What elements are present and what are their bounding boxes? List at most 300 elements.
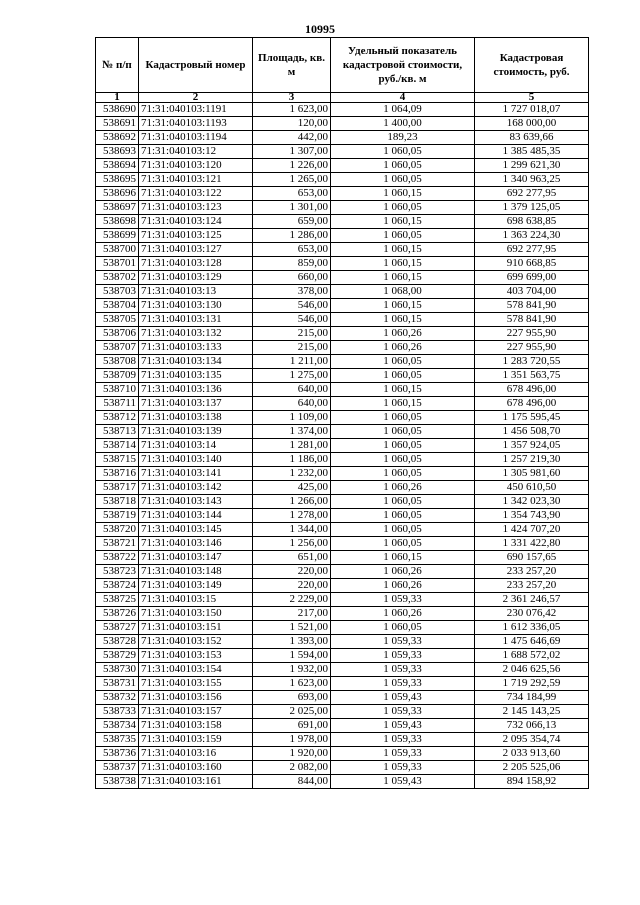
area-cell: 651,00 bbox=[253, 551, 331, 565]
cadastral-number-cell: 71:31:040103:13 bbox=[139, 285, 253, 299]
cadastral-cost-cell: 1 257 219,30 bbox=[475, 453, 589, 467]
header-cadastral-number: Кадастровый номер bbox=[139, 38, 253, 93]
table-row bbox=[96, 453, 589, 467]
area-cell: 659,00 bbox=[253, 215, 331, 229]
specific-value-cell: 1 060,05 bbox=[331, 467, 475, 481]
area-cell: 1 594,00 bbox=[253, 649, 331, 663]
specific-value-cell: 1 060,26 bbox=[331, 579, 475, 593]
cadastral-number-cell: 71:31:040103:120 bbox=[139, 159, 253, 173]
cadastral-number-cell: 71:31:040103:1191 bbox=[139, 103, 253, 117]
specific-value-cell: 1 060,26 bbox=[331, 565, 475, 579]
row-number-cell: 538738 bbox=[96, 775, 139, 789]
row-number-cell: 538699 bbox=[96, 229, 139, 243]
table-row bbox=[96, 593, 589, 607]
cadastral-cost-cell: 1 354 743,90 bbox=[475, 509, 589, 523]
column-number: 2 bbox=[139, 93, 253, 103]
area-cell: 217,00 bbox=[253, 607, 331, 621]
specific-value-cell: 1 059,33 bbox=[331, 649, 475, 663]
specific-value-cell: 1 059,33 bbox=[331, 677, 475, 691]
column-number: 1 bbox=[96, 93, 139, 103]
row-number-cell: 538708 bbox=[96, 355, 139, 369]
table-row bbox=[96, 131, 589, 145]
row-number-cell: 538693 bbox=[96, 145, 139, 159]
cadastral-cost-cell: 678 496,00 bbox=[475, 383, 589, 397]
row-number-cell: 538719 bbox=[96, 509, 139, 523]
table-row bbox=[96, 551, 589, 565]
area-cell: 1 393,00 bbox=[253, 635, 331, 649]
row-number-cell: 538705 bbox=[96, 313, 139, 327]
table-row bbox=[96, 481, 589, 495]
table-row bbox=[96, 621, 589, 635]
header-cadastral-cost: Кадастровая стоимость, руб. bbox=[475, 38, 589, 93]
table-row bbox=[96, 425, 589, 439]
specific-value-cell: 1 060,15 bbox=[331, 243, 475, 257]
table-row bbox=[96, 677, 589, 691]
table-body bbox=[96, 103, 589, 789]
row-number-cell: 538706 bbox=[96, 327, 139, 341]
area-cell: 1 920,00 bbox=[253, 747, 331, 761]
specific-value-cell: 1 059,33 bbox=[331, 663, 475, 677]
cadastral-cost-cell: 578 841,90 bbox=[475, 313, 589, 327]
cadastral-cost-cell: 227 955,90 bbox=[475, 341, 589, 355]
cadastral-cost-cell: 227 955,90 bbox=[475, 327, 589, 341]
specific-value-cell: 1 060,05 bbox=[331, 439, 475, 453]
area-cell: 220,00 bbox=[253, 565, 331, 579]
row-number-cell: 538700 bbox=[96, 243, 139, 257]
cadastral-number-cell: 71:31:040103:153 bbox=[139, 649, 253, 663]
cadastral-number-cell: 71:31:040103:125 bbox=[139, 229, 253, 243]
area-cell: 1 226,00 bbox=[253, 159, 331, 173]
row-number-cell: 538711 bbox=[96, 397, 139, 411]
cadastral-cost-cell: 2 205 525,06 bbox=[475, 761, 589, 775]
cadastral-cost-cell: 1 340 963,25 bbox=[475, 173, 589, 187]
table-row bbox=[96, 327, 589, 341]
page-number: 10995 bbox=[305, 22, 335, 36]
cadastral-number-cell: 71:31:040103:131 bbox=[139, 313, 253, 327]
specific-value-cell: 1 060,05 bbox=[331, 495, 475, 509]
cadastral-cost-cell: 678 496,00 bbox=[475, 397, 589, 411]
cadastral-cost-cell: 233 257,20 bbox=[475, 565, 589, 579]
header-row bbox=[96, 38, 589, 93]
table-row bbox=[96, 509, 589, 523]
area-cell: 120,00 bbox=[253, 117, 331, 131]
cadastral-number-cell: 71:31:040103:1194 bbox=[139, 131, 253, 145]
row-number-cell: 538720 bbox=[96, 523, 139, 537]
cadastral-number-cell: 71:31:040103:129 bbox=[139, 271, 253, 285]
cadastral-cost-cell: 1 385 485,35 bbox=[475, 145, 589, 159]
cadastral-cost-cell: 1 305 981,60 bbox=[475, 467, 589, 481]
row-number-cell: 538733 bbox=[96, 705, 139, 719]
cadastral-number-cell: 71:31:040103:144 bbox=[139, 509, 253, 523]
row-number-cell: 538727 bbox=[96, 621, 139, 635]
cadastral-number-cell: 71:31:040103:132 bbox=[139, 327, 253, 341]
row-number-cell: 538713 bbox=[96, 425, 139, 439]
table-row bbox=[96, 663, 589, 677]
specific-value-cell: 1 059,33 bbox=[331, 747, 475, 761]
specific-value-cell: 1 060,15 bbox=[331, 383, 475, 397]
table-row bbox=[96, 397, 589, 411]
specific-value-cell: 1 059,43 bbox=[331, 691, 475, 705]
row-number-cell: 538718 bbox=[96, 495, 139, 509]
table-row bbox=[96, 565, 589, 579]
row-number-cell: 538704 bbox=[96, 299, 139, 313]
area-cell: 1 521,00 bbox=[253, 621, 331, 635]
area-cell: 1 275,00 bbox=[253, 369, 331, 383]
cadastral-number-cell: 71:31:040103:121 bbox=[139, 173, 253, 187]
cadastral-number-cell: 71:31:040103:137 bbox=[139, 397, 253, 411]
specific-value-cell: 1 060,05 bbox=[331, 425, 475, 439]
row-number-cell: 538725 bbox=[96, 593, 139, 607]
cadastral-cost-cell: 1 456 508,70 bbox=[475, 425, 589, 439]
column-number-row bbox=[96, 93, 589, 103]
specific-value-cell: 1 059,33 bbox=[331, 705, 475, 719]
header-specific-value: Удельный показатель кадастровой стоимости, руб./кв. м bbox=[331, 38, 475, 93]
cadastral-number-cell: 71:31:040103:133 bbox=[139, 341, 253, 355]
specific-value-cell: 1 060,05 bbox=[331, 537, 475, 551]
specific-value-cell: 1 059,33 bbox=[331, 593, 475, 607]
area-cell: 1 307,00 bbox=[253, 145, 331, 159]
row-number-cell: 538702 bbox=[96, 271, 139, 285]
row-number-cell: 538732 bbox=[96, 691, 139, 705]
specific-value-cell: 1 060,15 bbox=[331, 397, 475, 411]
cadastral-number-cell: 71:31:040103:128 bbox=[139, 257, 253, 271]
area-cell: 2 025,00 bbox=[253, 705, 331, 719]
area-cell: 2 082,00 bbox=[253, 761, 331, 775]
cadastral-number-cell: 71:31:040103:146 bbox=[139, 537, 253, 551]
cadastral-cost-cell: 2 033 913,60 bbox=[475, 747, 589, 761]
row-number-cell: 538734 bbox=[96, 719, 139, 733]
area-cell: 1 978,00 bbox=[253, 733, 331, 747]
row-number-cell: 538723 bbox=[96, 565, 139, 579]
cadastral-number-cell: 71:31:040103:134 bbox=[139, 355, 253, 369]
specific-value-cell: 1 060,15 bbox=[331, 257, 475, 271]
specific-value-cell: 1 060,05 bbox=[331, 159, 475, 173]
row-number-cell: 538698 bbox=[96, 215, 139, 229]
table-row bbox=[96, 635, 589, 649]
header-area: Площадь, кв. м bbox=[253, 38, 331, 93]
cadastral-number-cell: 71:31:040103:16 bbox=[139, 747, 253, 761]
specific-value-cell: 1 064,09 bbox=[331, 103, 475, 117]
area-cell: 1 623,00 bbox=[253, 677, 331, 691]
cadastral-cost-cell: 1 351 563,75 bbox=[475, 369, 589, 383]
cadastral-number-cell: 71:31:040103:160 bbox=[139, 761, 253, 775]
table-row bbox=[96, 201, 589, 215]
row-number-cell: 538709 bbox=[96, 369, 139, 383]
area-cell: 1 278,00 bbox=[253, 509, 331, 523]
cadastral-cost-cell: 1 357 924,05 bbox=[475, 439, 589, 453]
row-number-cell: 538716 bbox=[96, 467, 139, 481]
cadastral-number-cell: 71:31:040103:141 bbox=[139, 467, 253, 481]
table-row bbox=[96, 173, 589, 187]
cadastral-number-cell: 71:31:040103:123 bbox=[139, 201, 253, 215]
table-row bbox=[96, 775, 589, 789]
table-row bbox=[96, 607, 589, 621]
cadastral-number-cell: 71:31:040103:140 bbox=[139, 453, 253, 467]
specific-value-cell: 1 060,05 bbox=[331, 453, 475, 467]
cadastral-number-cell: 71:31:040103:136 bbox=[139, 383, 253, 397]
cadastral-cost-cell: 230 076,42 bbox=[475, 607, 589, 621]
row-number-cell: 538697 bbox=[96, 201, 139, 215]
specific-value-cell: 1 060,26 bbox=[331, 481, 475, 495]
table-row bbox=[96, 243, 589, 257]
cadastral-cost-cell: 2 095 354,74 bbox=[475, 733, 589, 747]
specific-value-cell: 1 400,00 bbox=[331, 117, 475, 131]
cadastral-number-cell: 71:31:040103:157 bbox=[139, 705, 253, 719]
row-number-cell: 538730 bbox=[96, 663, 139, 677]
row-number-cell: 538690 bbox=[96, 103, 139, 117]
area-cell: 844,00 bbox=[253, 775, 331, 789]
row-number-cell: 538715 bbox=[96, 453, 139, 467]
cadastral-number-cell: 71:31:040103:159 bbox=[139, 733, 253, 747]
area-cell: 1 256,00 bbox=[253, 537, 331, 551]
table-row bbox=[96, 691, 589, 705]
row-number-cell: 538726 bbox=[96, 607, 139, 621]
specific-value-cell: 1 060,15 bbox=[331, 187, 475, 201]
specific-value-cell: 1 060,05 bbox=[331, 145, 475, 159]
area-cell: 1 301,00 bbox=[253, 201, 331, 215]
row-number-cell: 538717 bbox=[96, 481, 139, 495]
table-row bbox=[96, 341, 589, 355]
table-row bbox=[96, 145, 589, 159]
specific-value-cell: 189,23 bbox=[331, 131, 475, 145]
cadastral-number-cell: 71:31:040103:139 bbox=[139, 425, 253, 439]
cadastral-cost-cell: 894 158,92 bbox=[475, 775, 589, 789]
area-cell: 693,00 bbox=[253, 691, 331, 705]
table-row bbox=[96, 159, 589, 173]
cadastral-cost-cell: 1 612 336,05 bbox=[475, 621, 589, 635]
table-row bbox=[96, 523, 589, 537]
cadastral-number-cell: 71:31:040103:127 bbox=[139, 243, 253, 257]
cadastral-table bbox=[95, 37, 589, 789]
cadastral-cost-cell: 2 361 246,57 bbox=[475, 593, 589, 607]
area-cell: 1 932,00 bbox=[253, 663, 331, 677]
cadastral-cost-cell: 1 283 720,55 bbox=[475, 355, 589, 369]
table-row bbox=[96, 229, 589, 243]
table-row bbox=[96, 537, 589, 551]
area-cell: 1 109,00 bbox=[253, 411, 331, 425]
cadastral-cost-cell: 233 257,20 bbox=[475, 579, 589, 593]
specific-value-cell: 1 060,26 bbox=[331, 607, 475, 621]
row-number-cell: 538703 bbox=[96, 285, 139, 299]
cadastral-cost-cell: 1 331 422,80 bbox=[475, 537, 589, 551]
specific-value-cell: 1 060,15 bbox=[331, 299, 475, 313]
cadastral-number-cell: 71:31:040103:138 bbox=[139, 411, 253, 425]
area-cell: 220,00 bbox=[253, 579, 331, 593]
cadastral-cost-cell: 168 000,00 bbox=[475, 117, 589, 131]
specific-value-cell: 1 060,05 bbox=[331, 173, 475, 187]
specific-value-cell: 1 060,05 bbox=[331, 201, 475, 215]
specific-value-cell: 1 060,15 bbox=[331, 313, 475, 327]
cadastral-number-cell: 71:31:040103:147 bbox=[139, 551, 253, 565]
row-number-cell: 538736 bbox=[96, 747, 139, 761]
column-number: 3 bbox=[253, 93, 331, 103]
row-number-cell: 538731 bbox=[96, 677, 139, 691]
table-row bbox=[96, 257, 589, 271]
row-number-cell: 538714 bbox=[96, 439, 139, 453]
cadastral-cost-cell: 910 668,85 bbox=[475, 257, 589, 271]
cadastral-cost-cell: 699 699,00 bbox=[475, 271, 589, 285]
cadastral-number-cell: 71:31:040103:14 bbox=[139, 439, 253, 453]
table-row bbox=[96, 313, 589, 327]
specific-value-cell: 1 060,05 bbox=[331, 509, 475, 523]
specific-value-cell: 1 059,33 bbox=[331, 733, 475, 747]
specific-value-cell: 1 059,33 bbox=[331, 635, 475, 649]
area-cell: 546,00 bbox=[253, 313, 331, 327]
cadastral-number-cell: 71:31:040103:154 bbox=[139, 663, 253, 677]
table-row bbox=[96, 271, 589, 285]
specific-value-cell: 1 059,43 bbox=[331, 775, 475, 789]
cadastral-number-cell: 71:31:040103:130 bbox=[139, 299, 253, 313]
area-cell: 859,00 bbox=[253, 257, 331, 271]
specific-value-cell: 1 060,05 bbox=[331, 229, 475, 243]
area-cell: 640,00 bbox=[253, 397, 331, 411]
cadastral-number-cell: 71:31:040103:124 bbox=[139, 215, 253, 229]
cadastral-number-cell: 71:31:040103:15 bbox=[139, 593, 253, 607]
specific-value-cell: 1 060,15 bbox=[331, 271, 475, 285]
table-row bbox=[96, 103, 589, 117]
area-cell: 546,00 bbox=[253, 299, 331, 313]
area-cell: 653,00 bbox=[253, 243, 331, 257]
specific-value-cell: 1 060,05 bbox=[331, 523, 475, 537]
row-number-cell: 538694 bbox=[96, 159, 139, 173]
specific-value-cell: 1 060,26 bbox=[331, 327, 475, 341]
cadastral-cost-cell: 1 379 125,05 bbox=[475, 201, 589, 215]
cadastral-cost-cell: 2 046 625,56 bbox=[475, 663, 589, 677]
cadastral-number-cell: 71:31:040103:1193 bbox=[139, 117, 253, 131]
specific-value-cell: 1 060,26 bbox=[331, 341, 475, 355]
area-cell: 653,00 bbox=[253, 187, 331, 201]
area-cell: 215,00 bbox=[253, 341, 331, 355]
cadastral-cost-cell: 692 277,95 bbox=[475, 187, 589, 201]
row-number-cell: 538710 bbox=[96, 383, 139, 397]
cadastral-cost-cell: 2 145 143,25 bbox=[475, 705, 589, 719]
row-number-cell: 538722 bbox=[96, 551, 139, 565]
cadastral-cost-cell: 690 157,65 bbox=[475, 551, 589, 565]
cadastral-cost-cell: 1 175 595,45 bbox=[475, 411, 589, 425]
table-row bbox=[96, 439, 589, 453]
row-number-cell: 538691 bbox=[96, 117, 139, 131]
cadastral-cost-cell: 1 688 572,02 bbox=[475, 649, 589, 663]
row-number-cell: 538695 bbox=[96, 173, 139, 187]
cadastral-number-cell: 71:31:040103:151 bbox=[139, 621, 253, 635]
area-cell: 1 186,00 bbox=[253, 453, 331, 467]
cadastral-cost-cell: 1 299 621,30 bbox=[475, 159, 589, 173]
area-cell: 640,00 bbox=[253, 383, 331, 397]
column-number: 5 bbox=[475, 93, 589, 103]
cadastral-number-cell: 71:31:040103:152 bbox=[139, 635, 253, 649]
row-number-cell: 538712 bbox=[96, 411, 139, 425]
specific-value-cell: 1 060,15 bbox=[331, 551, 475, 565]
header-number: № п/п bbox=[96, 38, 139, 93]
area-cell: 378,00 bbox=[253, 285, 331, 299]
cadastral-cost-cell: 403 704,00 bbox=[475, 285, 589, 299]
area-cell: 1 286,00 bbox=[253, 229, 331, 243]
row-number-cell: 538735 bbox=[96, 733, 139, 747]
area-cell: 2 229,00 bbox=[253, 593, 331, 607]
area-cell: 442,00 bbox=[253, 131, 331, 145]
row-number-cell: 538707 bbox=[96, 341, 139, 355]
specific-value-cell: 1 060,05 bbox=[331, 621, 475, 635]
table-row bbox=[96, 285, 589, 299]
table-row bbox=[96, 299, 589, 313]
table-row bbox=[96, 495, 589, 509]
row-number-cell: 538728 bbox=[96, 635, 139, 649]
table-row bbox=[96, 733, 589, 747]
cadastral-number-cell: 71:31:040103:143 bbox=[139, 495, 253, 509]
cadastral-number-cell: 71:31:040103:155 bbox=[139, 677, 253, 691]
table-row bbox=[96, 117, 589, 131]
row-number-cell: 538696 bbox=[96, 187, 139, 201]
cadastral-number-cell: 71:31:040103:156 bbox=[139, 691, 253, 705]
table-row bbox=[96, 383, 589, 397]
cadastral-cost-cell: 83 639,66 bbox=[475, 131, 589, 145]
cadastral-number-cell: 71:31:040103:145 bbox=[139, 523, 253, 537]
cadastral-cost-cell: 1 475 646,69 bbox=[475, 635, 589, 649]
cadastral-cost-cell: 698 638,85 bbox=[475, 215, 589, 229]
cadastral-number-cell: 71:31:040103:135 bbox=[139, 369, 253, 383]
cadastral-number-cell: 71:31:040103:148 bbox=[139, 565, 253, 579]
table-row bbox=[96, 649, 589, 663]
cadastral-cost-cell: 578 841,90 bbox=[475, 299, 589, 313]
table-row bbox=[96, 215, 589, 229]
cadastral-cost-cell: 1 424 707,20 bbox=[475, 523, 589, 537]
cadastral-cost-cell: 1 363 224,30 bbox=[475, 229, 589, 243]
area-cell: 215,00 bbox=[253, 327, 331, 341]
specific-value-cell: 1 059,33 bbox=[331, 761, 475, 775]
cadastral-number-cell: 71:31:040103:149 bbox=[139, 579, 253, 593]
table-row bbox=[96, 705, 589, 719]
cadastral-number-cell: 71:31:040103:158 bbox=[139, 719, 253, 733]
cadastral-number-cell: 71:31:040103:122 bbox=[139, 187, 253, 201]
cadastral-number-cell: 71:31:040103:150 bbox=[139, 607, 253, 621]
column-number: 4 bbox=[331, 93, 475, 103]
specific-value-cell: 1 068,00 bbox=[331, 285, 475, 299]
row-number-cell: 538701 bbox=[96, 257, 139, 271]
table-row bbox=[96, 747, 589, 761]
specific-value-cell: 1 060,05 bbox=[331, 411, 475, 425]
cadastral-cost-cell: 734 184,99 bbox=[475, 691, 589, 705]
area-cell: 660,00 bbox=[253, 271, 331, 285]
specific-value-cell: 1 060,05 bbox=[331, 369, 475, 383]
cadastral-cost-cell: 1 342 023,30 bbox=[475, 495, 589, 509]
area-cell: 1 374,00 bbox=[253, 425, 331, 439]
area-cell: 1 623,00 bbox=[253, 103, 331, 117]
cadastral-cost-cell: 692 277,95 bbox=[475, 243, 589, 257]
cadastral-cost-cell: 732 066,13 bbox=[475, 719, 589, 733]
cadastral-cost-cell: 1 727 018,07 bbox=[475, 103, 589, 117]
specific-value-cell: 1 060,05 bbox=[331, 355, 475, 369]
cadastral-number-cell: 71:31:040103:142 bbox=[139, 481, 253, 495]
area-cell: 1 211,00 bbox=[253, 355, 331, 369]
area-cell: 1 266,00 bbox=[253, 495, 331, 509]
row-number-cell: 538737 bbox=[96, 761, 139, 775]
area-cell: 1 232,00 bbox=[253, 467, 331, 481]
area-cell: 1 344,00 bbox=[253, 523, 331, 537]
specific-value-cell: 1 060,15 bbox=[331, 215, 475, 229]
specific-value-cell: 1 059,43 bbox=[331, 719, 475, 733]
area-cell: 1 281,00 bbox=[253, 439, 331, 453]
row-number-cell: 538724 bbox=[96, 579, 139, 593]
table-row bbox=[96, 761, 589, 775]
area-cell: 691,00 bbox=[253, 719, 331, 733]
table-row bbox=[96, 411, 589, 425]
area-cell: 1 265,00 bbox=[253, 173, 331, 187]
table-row bbox=[96, 719, 589, 733]
cadastral-cost-cell: 450 610,50 bbox=[475, 481, 589, 495]
table-row bbox=[96, 369, 589, 383]
table-row bbox=[96, 355, 589, 369]
table-row bbox=[96, 467, 589, 481]
